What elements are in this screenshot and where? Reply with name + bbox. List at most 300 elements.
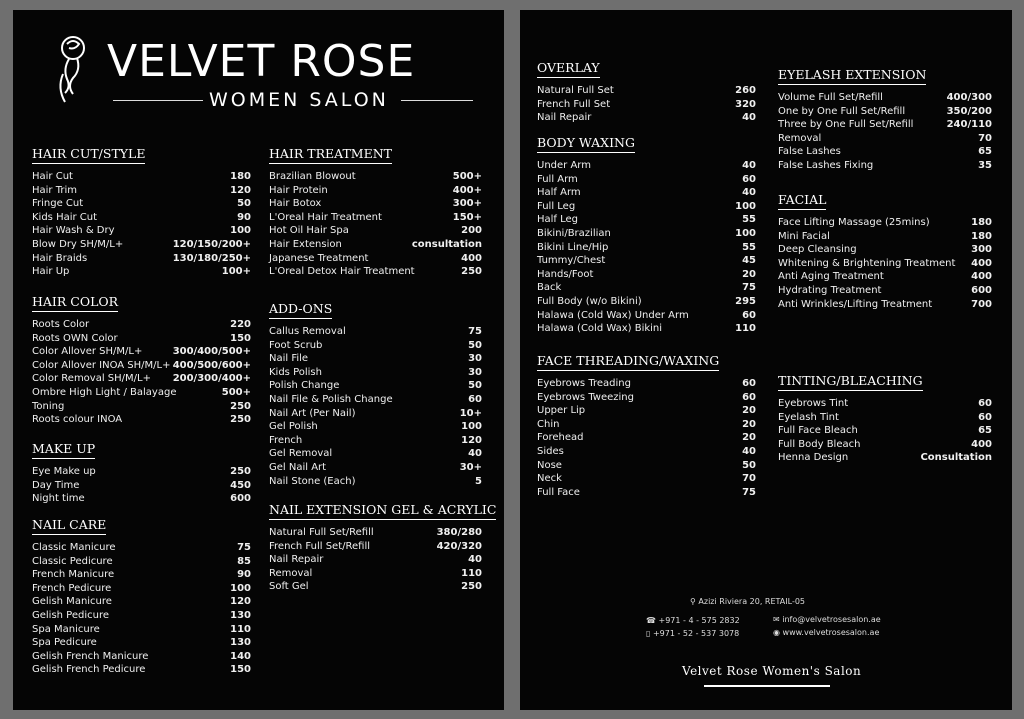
mobile-text: +971 - 52 - 537 3078 bbox=[652, 629, 740, 638]
section-facial bbox=[778, 189, 992, 311]
menu-item-row bbox=[269, 553, 482, 567]
service-price: 300/400/500+ bbox=[172, 346, 251, 358]
section-title: HAIR TREATMENT bbox=[269, 146, 392, 164]
service-price: 140 bbox=[230, 650, 251, 662]
menu-item-row bbox=[537, 322, 756, 336]
section-title: EYELASH EXTENSION bbox=[778, 67, 926, 85]
service-price: 40 bbox=[742, 445, 756, 457]
service-price: 35 bbox=[978, 159, 992, 171]
service-name: Upper Lip bbox=[537, 405, 586, 417]
section-tinting-bleaching bbox=[778, 370, 992, 465]
service-name: Day Time bbox=[32, 479, 80, 491]
service-name: Color Allover INOA SH/M/L+ bbox=[32, 359, 171, 371]
menu-item-row bbox=[778, 159, 992, 173]
service-price: 60 bbox=[742, 378, 756, 389]
service-price: 70 bbox=[978, 132, 992, 144]
service-price: 120 bbox=[461, 434, 482, 446]
service-price: 400+ bbox=[452, 184, 482, 196]
service-price: 90 bbox=[237, 211, 251, 223]
service-name: Gel Polish bbox=[269, 421, 318, 433]
menu-item-row bbox=[269, 184, 482, 198]
service-price: 75 bbox=[742, 486, 756, 498]
service-name: Kids Polish bbox=[269, 366, 322, 378]
menu-item-row bbox=[269, 379, 482, 393]
service-name: Eyebrows Tweezing bbox=[537, 391, 634, 403]
service-name: Spa Pedicure bbox=[32, 637, 97, 649]
mobile-line bbox=[646, 629, 739, 638]
menu-item-row bbox=[32, 224, 251, 238]
service-price: 50 bbox=[742, 459, 756, 471]
service-price: 70 bbox=[742, 473, 756, 485]
menu-item-row bbox=[32, 479, 251, 493]
menu-item-row bbox=[32, 386, 251, 400]
menu-item-row bbox=[269, 420, 482, 434]
service-price: 260 bbox=[735, 85, 756, 96]
service-name: Tummy/Chest bbox=[537, 255, 606, 267]
section-title: BODY WAXING bbox=[537, 135, 635, 153]
service-name: False Lashes bbox=[778, 146, 841, 158]
website-text[interactable]: www.velvetrosesalon.ae bbox=[782, 628, 880, 637]
menu-item-row bbox=[32, 595, 251, 609]
service-name: Blow Dry SH/M/L+ bbox=[32, 238, 124, 250]
service-name: Mini Facial bbox=[778, 230, 830, 242]
menu-item-row bbox=[32, 609, 251, 623]
menu-item-row bbox=[32, 636, 251, 650]
menu-item-row bbox=[778, 257, 992, 271]
menu-item-row bbox=[269, 252, 482, 266]
service-price: 60 bbox=[742, 309, 756, 321]
service-name: Back bbox=[537, 282, 562, 294]
service-name: Gel Removal bbox=[269, 448, 333, 460]
menu-item-row bbox=[269, 567, 482, 581]
service-name: False Lashes Fixing bbox=[778, 159, 874, 171]
menu-item-row bbox=[778, 91, 992, 105]
service-name: Eyebrows Tint bbox=[778, 398, 849, 409]
menu-item-row bbox=[778, 132, 992, 146]
service-price: 100 bbox=[230, 582, 251, 594]
brand-title: VELVET ROSE bbox=[107, 36, 416, 87]
phone-line bbox=[646, 616, 740, 625]
menu-item-row bbox=[778, 284, 992, 298]
section-hair-cut-style bbox=[32, 143, 251, 279]
service-name: Roots OWN Color bbox=[32, 332, 118, 344]
service-price: 75 bbox=[742, 282, 756, 294]
item-list bbox=[778, 397, 992, 465]
menu-item-row bbox=[32, 265, 251, 279]
menu-item-row bbox=[32, 332, 251, 346]
menu-item-row bbox=[537, 295, 756, 309]
menu-item-row bbox=[32, 184, 251, 198]
service-price: 5 bbox=[475, 475, 482, 487]
item-list bbox=[537, 377, 756, 499]
menu-item-row bbox=[537, 111, 756, 125]
menu-item-row bbox=[32, 413, 251, 427]
service-price: 500+ bbox=[452, 171, 482, 182]
service-name: Nail File & Polish Change bbox=[269, 393, 393, 405]
service-price: 40 bbox=[468, 554, 482, 566]
service-name: Half Arm bbox=[537, 187, 581, 199]
menu-item-row bbox=[537, 227, 756, 241]
section-title: NAIL CARE bbox=[32, 517, 106, 535]
menu-item-row bbox=[778, 270, 992, 284]
menu-item-row bbox=[537, 391, 756, 405]
service-price: 400 bbox=[971, 438, 992, 450]
service-name: Nail Stone (Each) bbox=[269, 475, 356, 487]
service-price: 55 bbox=[742, 241, 756, 253]
service-name: Neck bbox=[537, 473, 562, 485]
service-name: Night time bbox=[32, 493, 85, 505]
website-line[interactable] bbox=[773, 628, 879, 637]
menu-item-row bbox=[269, 407, 482, 421]
menu-item-row bbox=[537, 159, 756, 173]
service-price: 400/300 bbox=[946, 92, 992, 103]
section-title: NAIL EXTENSION GEL & ACRYLIC bbox=[269, 502, 496, 520]
service-name: Under Arm bbox=[537, 160, 591, 171]
menu-item-row bbox=[32, 252, 251, 266]
service-price: 10+ bbox=[459, 407, 482, 419]
service-price: 450 bbox=[230, 479, 251, 491]
service-price: 45 bbox=[742, 255, 756, 267]
menu-item-row bbox=[778, 216, 992, 230]
service-name: Nail Repair bbox=[269, 554, 324, 566]
section-eyelash-extension bbox=[778, 64, 992, 173]
service-price: 40 bbox=[468, 448, 482, 460]
service-name: Nail Repair bbox=[537, 112, 592, 124]
service-price: 60 bbox=[742, 173, 756, 185]
service-price: 600 bbox=[971, 284, 992, 296]
service-price: 150 bbox=[230, 664, 251, 676]
menu-item-row bbox=[778, 230, 992, 244]
address-line bbox=[690, 597, 805, 606]
service-name: French Full Set/Refill bbox=[269, 540, 370, 552]
item-list bbox=[269, 526, 482, 594]
service-price: 130 bbox=[230, 637, 251, 649]
service-name: Gelish French Pedicure bbox=[32, 664, 146, 676]
service-name: Bikini Line/Hip bbox=[537, 241, 609, 253]
service-name: French Pedicure bbox=[32, 582, 112, 594]
menu-item-row bbox=[537, 241, 756, 255]
menu-item-row bbox=[32, 568, 251, 582]
service-name: Hair Extension bbox=[269, 238, 342, 250]
menu-item-row bbox=[537, 213, 756, 227]
menu-item-row bbox=[778, 438, 992, 452]
service-price: 300 bbox=[971, 244, 992, 256]
service-price: 50 bbox=[468, 380, 482, 392]
footer-salon-name: Velvet Rose Women's Salon bbox=[682, 664, 862, 678]
section-nail-care bbox=[32, 514, 251, 677]
service-name: Forehead bbox=[537, 432, 584, 444]
service-name: Chin bbox=[537, 418, 560, 430]
menu-item-row bbox=[32, 541, 251, 555]
service-price: 50 bbox=[237, 198, 251, 210]
item-list bbox=[778, 216, 992, 311]
service-name: Hydrating Treatment bbox=[778, 284, 882, 296]
rose-woman-icon bbox=[49, 34, 93, 108]
menu-item-row bbox=[32, 465, 251, 479]
section-nail-extension bbox=[269, 499, 497, 594]
phone-text: +971 - 4 - 575 2832 bbox=[658, 616, 740, 625]
menu-item-row bbox=[269, 580, 482, 594]
service-name: Hair Cut bbox=[32, 171, 73, 182]
service-name: Eyebrows Treading bbox=[537, 378, 631, 389]
phone-icon: ☎ bbox=[646, 616, 656, 625]
menu-item-row bbox=[269, 366, 482, 380]
service-name: Half Leg bbox=[537, 214, 579, 226]
service-price: 180 bbox=[971, 217, 992, 228]
service-name: L'Oreal Detox Hair Treatment bbox=[269, 266, 415, 278]
service-price: 180 bbox=[971, 230, 992, 242]
logo bbox=[49, 34, 469, 114]
service-price: 250 bbox=[230, 466, 251, 477]
menu-item-row bbox=[269, 224, 482, 238]
menu-item-row bbox=[778, 243, 992, 257]
service-name: Hair Protein bbox=[269, 184, 328, 196]
menu-item-row bbox=[537, 200, 756, 214]
item-list bbox=[32, 318, 251, 427]
section-title: OVERLAY bbox=[537, 60, 600, 78]
item-list bbox=[32, 170, 251, 279]
service-price: 110 bbox=[735, 323, 756, 335]
menu-item-row bbox=[778, 411, 992, 425]
service-price: 20 bbox=[742, 418, 756, 430]
section-title: FACE THREADING/WAXING bbox=[537, 353, 719, 371]
service-price: 150 bbox=[230, 332, 251, 344]
service-name: Callus Removal bbox=[269, 326, 346, 337]
service-price: 30+ bbox=[459, 461, 482, 473]
menu-item-row bbox=[537, 186, 756, 200]
menu-item-row bbox=[537, 445, 756, 459]
service-name: Classic Manicure bbox=[32, 542, 116, 553]
service-price: 700 bbox=[971, 298, 992, 310]
mobile-icon: ▯ bbox=[646, 629, 651, 638]
service-name: Anti Aging Treatment bbox=[778, 271, 884, 283]
service-price: 500+ bbox=[221, 386, 251, 398]
service-price: 75 bbox=[237, 542, 251, 553]
service-name: Nose bbox=[537, 459, 562, 471]
menu-item-row bbox=[778, 118, 992, 132]
service-price: 400 bbox=[461, 252, 482, 264]
menu-item-row bbox=[269, 265, 482, 279]
menu-item-row bbox=[778, 298, 992, 312]
section-overlay bbox=[537, 57, 756, 125]
menu-item-row bbox=[537, 472, 756, 486]
section-hair-color bbox=[32, 291, 251, 427]
service-price: 100 bbox=[735, 227, 756, 239]
menu-item-row bbox=[269, 540, 482, 554]
email-line[interactable] bbox=[773, 615, 881, 624]
service-price: consultation bbox=[411, 238, 482, 250]
service-price: 40 bbox=[742, 187, 756, 199]
menu-item-row bbox=[537, 418, 756, 432]
menu-item-row bbox=[778, 451, 992, 465]
menu-item-row bbox=[537, 431, 756, 445]
service-price: 320 bbox=[735, 98, 756, 110]
section-title: TINTING/BLEACHING bbox=[778, 373, 923, 391]
logo-divider bbox=[401, 100, 473, 101]
menu-item-row bbox=[778, 145, 992, 159]
service-price: 400/500/600+ bbox=[172, 359, 251, 371]
service-price: 100+ bbox=[221, 266, 251, 278]
brand-subtitle: WOMEN SALON bbox=[209, 89, 389, 111]
service-price: 120 bbox=[230, 184, 251, 196]
service-price: 100 bbox=[230, 225, 251, 237]
service-price: 200 bbox=[461, 225, 482, 237]
service-name: Hot Oil Hair Spa bbox=[269, 225, 349, 237]
service-name: Eyelash Tint bbox=[778, 411, 839, 423]
menu-item-row bbox=[537, 404, 756, 418]
service-price: 300+ bbox=[452, 198, 482, 210]
menu-item-row bbox=[32, 211, 251, 225]
service-name: Full Leg bbox=[537, 200, 576, 212]
menu-item-row bbox=[32, 582, 251, 596]
section-title: HAIR COLOR bbox=[32, 294, 118, 312]
service-price: 110 bbox=[461, 567, 482, 579]
service-name: Hair Wash & Dry bbox=[32, 225, 115, 237]
logo-divider bbox=[113, 100, 203, 101]
service-name: Full Body (w/o Bikini) bbox=[537, 295, 642, 307]
service-name: Kids Hair Cut bbox=[32, 211, 98, 223]
service-name: Halawa (Cold Wax) Under Arm bbox=[537, 309, 689, 321]
menu-item-row bbox=[537, 254, 756, 268]
menu-item-row bbox=[537, 173, 756, 187]
service-price: 600 bbox=[230, 493, 251, 505]
menu-item-row bbox=[537, 459, 756, 473]
service-price: 350/200 bbox=[946, 105, 992, 117]
menu-item-row bbox=[778, 424, 992, 438]
service-price: 65 bbox=[978, 425, 992, 437]
footer-underline bbox=[704, 685, 830, 687]
service-price: 250 bbox=[461, 581, 482, 593]
service-name: L'Oreal Hair Treatment bbox=[269, 211, 382, 223]
service-name: Fringe Cut bbox=[32, 198, 84, 210]
service-name: French bbox=[269, 434, 303, 446]
menu-item-row bbox=[269, 526, 482, 540]
service-name: Natural Full Set bbox=[537, 85, 614, 96]
service-name: Color Removal SH/M/L+ bbox=[32, 373, 151, 385]
service-name: Ombre High Light / Balayage bbox=[32, 386, 177, 398]
service-price: 85 bbox=[237, 555, 251, 567]
menu-page-right bbox=[520, 10, 1012, 710]
service-name: Henna Design bbox=[778, 452, 849, 464]
menu-item-row bbox=[32, 400, 251, 414]
item-list bbox=[537, 159, 756, 336]
service-price: 60 bbox=[468, 393, 482, 405]
service-name: Gel Nail Art bbox=[269, 461, 327, 473]
service-price: 250 bbox=[461, 266, 482, 278]
service-name: Nail File bbox=[269, 353, 309, 365]
address-text: Azizi Riviera 20, RETAIL-05 bbox=[698, 597, 806, 606]
service-name: Classic Pedicure bbox=[32, 555, 113, 567]
menu-item-row bbox=[269, 238, 482, 252]
service-price: 60 bbox=[978, 411, 992, 423]
service-price: 40 bbox=[742, 160, 756, 171]
service-name: One by One Full Set/Refill bbox=[778, 105, 906, 117]
menu-item-row bbox=[32, 318, 251, 332]
service-name: Full Face Bleach bbox=[778, 425, 858, 437]
service-name: Sides bbox=[537, 445, 564, 457]
service-name: Natural Full Set/Refill bbox=[269, 527, 374, 538]
service-price: 20 bbox=[742, 405, 756, 417]
service-name: Three by One Full Set/Refill bbox=[778, 119, 914, 131]
service-price: 180 bbox=[230, 171, 251, 182]
service-price: 250 bbox=[230, 400, 251, 412]
service-name: Full Body Bleach bbox=[778, 438, 861, 450]
menu-item-row bbox=[537, 377, 756, 391]
menu-item-row bbox=[269, 339, 482, 353]
service-name: Roots Color bbox=[32, 319, 90, 330]
section-face-threading bbox=[537, 350, 756, 499]
service-name: Whitening & Brightening Treatment bbox=[778, 257, 956, 269]
section-add-ons bbox=[269, 298, 482, 488]
menu-item-row bbox=[269, 170, 482, 184]
service-price: 220 bbox=[230, 319, 251, 330]
service-name: Hair Trim bbox=[32, 184, 77, 196]
service-name: Hands/Foot bbox=[537, 268, 594, 280]
service-price: 110 bbox=[230, 623, 251, 635]
service-name: Halawa (Cold Wax) Bikini bbox=[537, 323, 663, 335]
service-name: Soft Gel bbox=[269, 581, 309, 593]
item-list bbox=[778, 91, 992, 173]
item-list bbox=[537, 84, 756, 125]
service-price: 400 bbox=[971, 271, 992, 283]
service-name: Brazilian Blowout bbox=[269, 171, 356, 182]
menu-item-row bbox=[269, 447, 482, 461]
service-name: Volume Full Set/Refill bbox=[778, 92, 883, 103]
item-list bbox=[32, 465, 251, 506]
menu-item-row bbox=[537, 309, 756, 323]
service-name: Removal bbox=[269, 567, 313, 579]
service-price: 55 bbox=[742, 214, 756, 226]
service-price: 420/320 bbox=[436, 540, 482, 552]
menu-item-row bbox=[269, 211, 482, 225]
service-name: Toning bbox=[32, 400, 65, 412]
section-title: ADD-ONS bbox=[269, 301, 332, 319]
service-name: Gelish Manicure bbox=[32, 596, 112, 608]
item-list bbox=[269, 325, 482, 488]
service-name: Deep Cleansing bbox=[778, 244, 857, 256]
service-price: 90 bbox=[237, 569, 251, 581]
service-price: 20 bbox=[742, 268, 756, 280]
service-price: 50 bbox=[468, 339, 482, 351]
menu-item-row bbox=[32, 197, 251, 211]
service-name: French Full Set bbox=[537, 98, 611, 110]
service-price: 100 bbox=[735, 200, 756, 212]
service-price: 130 bbox=[230, 609, 251, 621]
menu-item-row bbox=[32, 345, 251, 359]
email-text[interactable]: info@velvetrosesalon.ae bbox=[782, 615, 881, 624]
section-title: HAIR CUT/STYLE bbox=[32, 146, 145, 164]
service-price: 20 bbox=[742, 432, 756, 444]
service-name: Bikini/Brazilian bbox=[537, 227, 611, 239]
service-price: 75 bbox=[468, 326, 482, 337]
service-name: Eye Make up bbox=[32, 466, 96, 477]
service-name: Anti Wrinkles/Lifting Treatment bbox=[778, 298, 933, 310]
service-price: 65 bbox=[978, 146, 992, 158]
service-name: Hair Botox bbox=[269, 198, 322, 210]
service-price: 120 bbox=[230, 596, 251, 608]
menu-item-row bbox=[32, 359, 251, 373]
service-name: Hair Braids bbox=[32, 252, 88, 264]
item-list bbox=[269, 170, 482, 279]
section-title: FACIAL bbox=[778, 192, 826, 210]
service-price: 400 bbox=[971, 257, 992, 269]
menu-item-row bbox=[537, 281, 756, 295]
menu-item-row bbox=[537, 98, 756, 112]
service-price: 100 bbox=[461, 421, 482, 433]
service-price: 200/300/400+ bbox=[172, 373, 251, 385]
item-list bbox=[32, 541, 251, 677]
service-name: Foot Scrub bbox=[269, 339, 323, 351]
